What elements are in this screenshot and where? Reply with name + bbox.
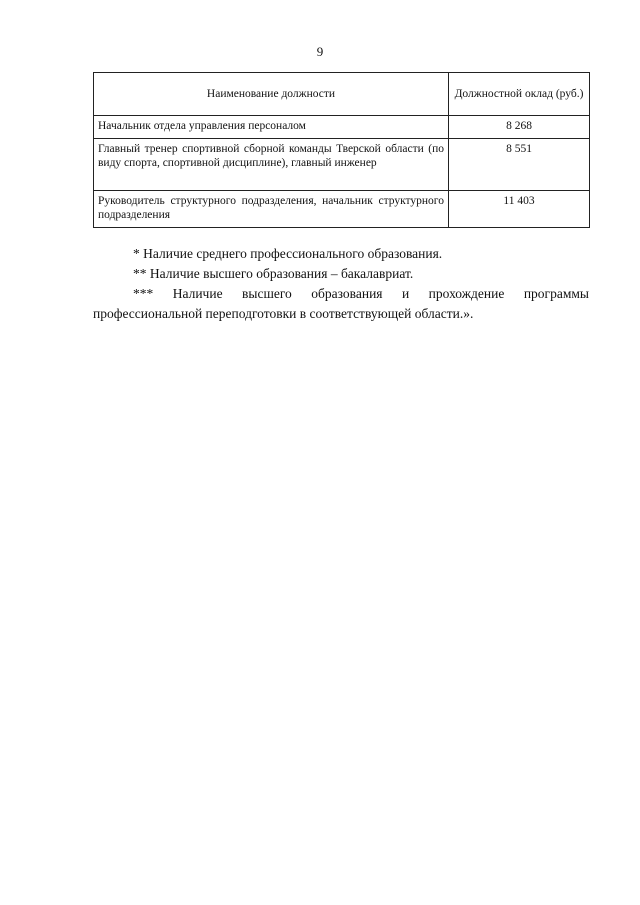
table-row: [94, 191, 590, 228]
header-salary: Должностной оклад (руб.): [449, 73, 590, 116]
footnote-3: *** Наличие высшего образования и прохождение программы профессиональной переподготовки в соответствующей области.».: [93, 286, 589, 321]
footnote-1: * Наличие среднего профессионального образования.: [133, 246, 443, 261]
table-header-row: [94, 73, 590, 116]
footnotes: [93, 244, 589, 324]
header-position: Наименование должности: [94, 73, 449, 116]
table-row: [94, 116, 590, 139]
page-number: 9: [316, 44, 324, 59]
table-row: [94, 139, 590, 191]
position-cell: Главный тренер спортивной сборной команды Тверской области (по виду спорта, спортивной дисциплине), главный инженер: [94, 139, 449, 191]
position-cell: Начальник отдела управления персоналом: [94, 116, 449, 139]
position-cell: Руководитель структурного подразделения, начальник структурного подразделения: [94, 191, 449, 228]
salary-table: [93, 72, 590, 228]
footnote-2: ** Наличие высшего образования – бакалавриат.: [133, 266, 414, 281]
salary-cell: 11 403: [449, 191, 590, 228]
salary-cell: 8 268: [449, 116, 590, 139]
salary-cell: 8 551: [449, 139, 590, 191]
